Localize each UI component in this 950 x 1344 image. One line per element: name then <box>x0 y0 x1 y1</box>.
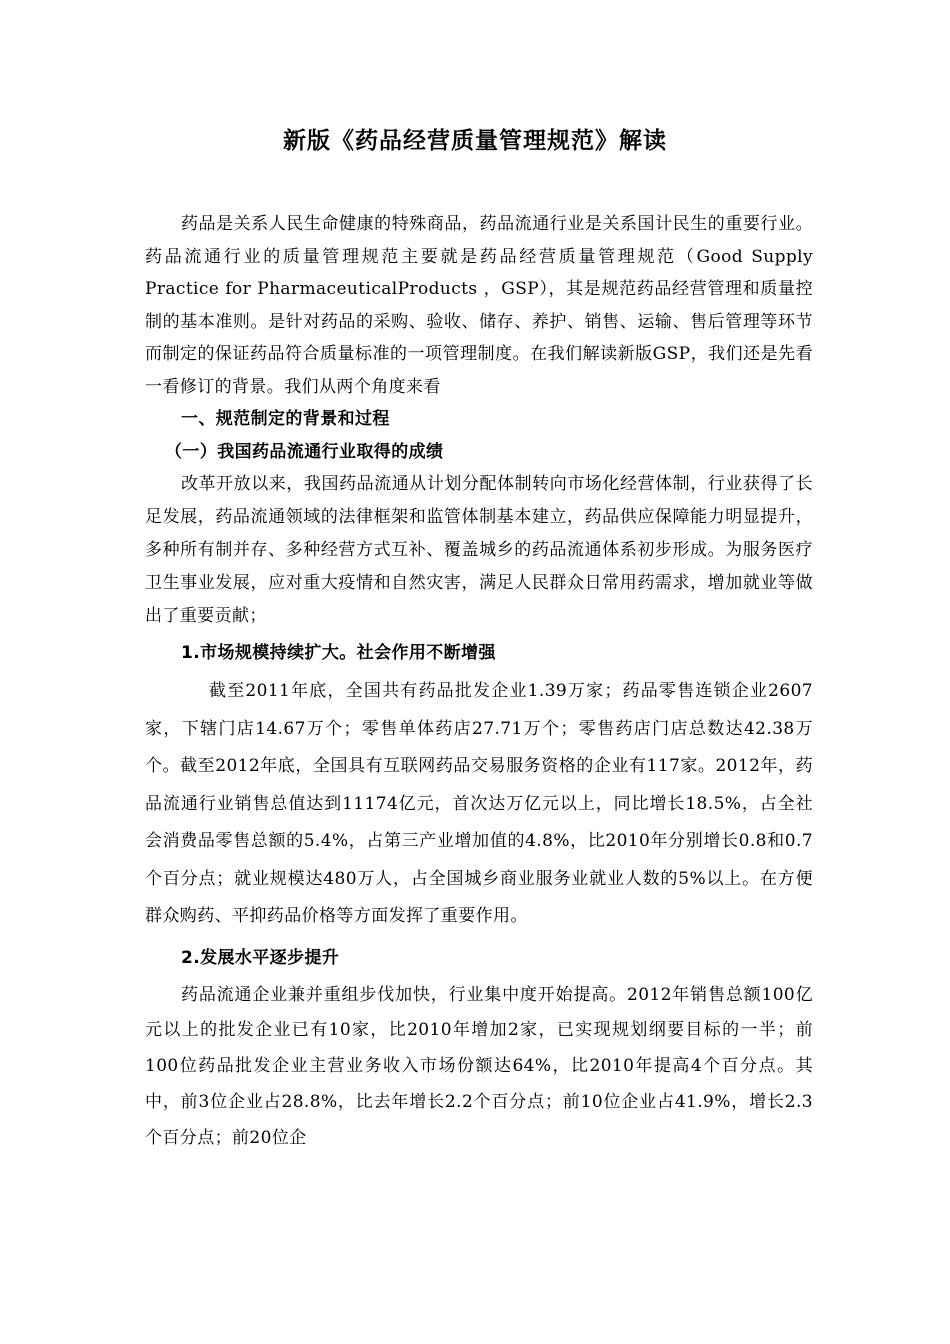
point-heading-2: 2.发展水平逐步提升 <box>181 947 340 968</box>
subsection-heading-1: （一）我国药品流通行业取得的成绩 <box>165 441 444 462</box>
point-paragraph-2: 药品流通企业兼并重组步伐加快，行业集中度开始提高。2012年销售总额100亿元以上的批发企业已有10家，比2010年增加2家，已实现规划纲要目标的一半；前100位药品批发企业主营业务收入市场份额达64%，比2010年提高4个百分点。其中，前3位企业占28.8%，比去年增长2.2个百分点；前10位企业占41.9%，增长2.3个百分点；前20位企 <box>145 984 813 1148</box>
section-heading-1: 一、规范制定的背景和过程 <box>181 409 390 429</box>
document-body <box>145 208 813 1156</box>
document-title: 新版《药品经营质量管理规范》解读 <box>283 128 667 154</box>
point-paragraph-1: 截至2011年底，全国共有药品批发企业1.39万家；药品零售连锁企业2607家，下辖门店14.67万个；零售单体药店27.71万个；零售药店门店总数达42.38万个。截至2012年底，全国具有互联网药品交易服务资格的企业有117家。2012年，药品流通行业销售总值达到11174亿元，首次达万亿元以上，同比增长18.5%，占全社会消费品零售总额的5.4%，占第三产业增加值的4.8%，比2010年分别增长0.8和0.7个百分点；就业规模达480万人，占全国城乡商业服务业就业人数的5%以上。在方便群众购药、平抑药品价格等方面发挥了重要作用。 <box>145 681 813 926</box>
subsection-paragraph-1: 改革开放以来，我国药品流通从计划分配体制转向市场化经营体制，行业获得了长足发展，药品流通领域的法律框架和监管体制基本建立，药品供应保障能力明显提升，多种所有制并存、多种经营方式互补、覆盖城乡的药品流通体系初步形成。为服务医疗卫生事业发展，应对重大疫情和自然灾害，满足人民群众日常用药需求，增加就业等做出了重要贡献； <box>145 474 813 626</box>
point-heading-1: 1.市场规模持续扩大。社会作用不断增强 <box>181 643 496 663</box>
intro-paragraph: 药品是关系人民生命健康的特殊商品，药品流通行业是关系国计民生的重要行业。药品流通行业的质量管理规范主要就是药品经营质量管理规范（Good Supply Practice for PharmaceuticalProducts ，GSP），其是规范药品经营管理和质量控制的基本准则。是针对药品的采购、验收、储存、养护、销售、运输、售后管理等环节而制定的保证药品符合质量标准的一项管理制度。在我们解读新版GSP，我们还是先看一看修订的背景。我们从两个角度来看 <box>145 214 813 397</box>
